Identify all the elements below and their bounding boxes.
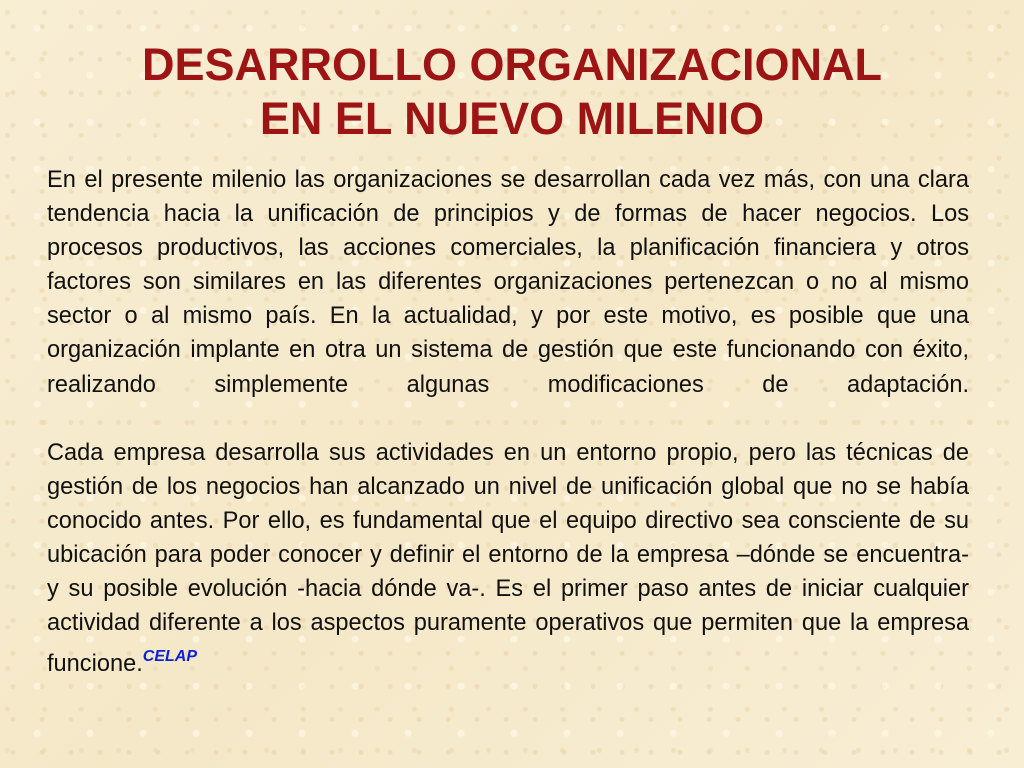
slide-title bbox=[0, 38, 1024, 146]
paragraph-spacer bbox=[47, 402, 969, 436]
source-label: CELAP bbox=[142, 648, 197, 666]
title-line-1: DESARROLLO ORGANIZACIONAL bbox=[142, 39, 882, 90]
title-line-2: EN EL NUEVO MILENIO bbox=[259, 93, 765, 144]
paragraph-2 bbox=[47, 436, 969, 682]
slide-body bbox=[47, 163, 969, 681]
paragraph-2-text: Cada empresa desarrolla sus actividades en un entorno propio, pero las técnicas de gestión de los negocios han alcanzado un nivel de unificación global que no se había conocido antes. Por ello, es fundamental que el equipo directivo sea consciente de su ubicación para poder conocer y definir el entorno de la empresa –dónde se encuentra- y su posible evolución -hacia dónde va-. Es el primer paso antes de iniciar cualquier actividad diferente a los aspectos puramente operativos que permiten que la empresa funcione. bbox=[47, 439, 969, 678]
paragraph-1: En el presente milenio las organizaciones se desarrollan cada vez más, con una clara tendencia hacia la unificación de principios y de formas de hacer negocios. Los procesos productivos, las acciones comerciales, la planificación financiera y otros factores son similares en las diferentes organizaciones pertenezcan o no al mismo sector o al mismo país. En la actualidad, y por este motivo, es posible que una organización implante en otra un sistema de gestión que este funcionando con éxito, realizando simplemente algunas modificaciones de adaptación. bbox=[47, 167, 969, 398]
